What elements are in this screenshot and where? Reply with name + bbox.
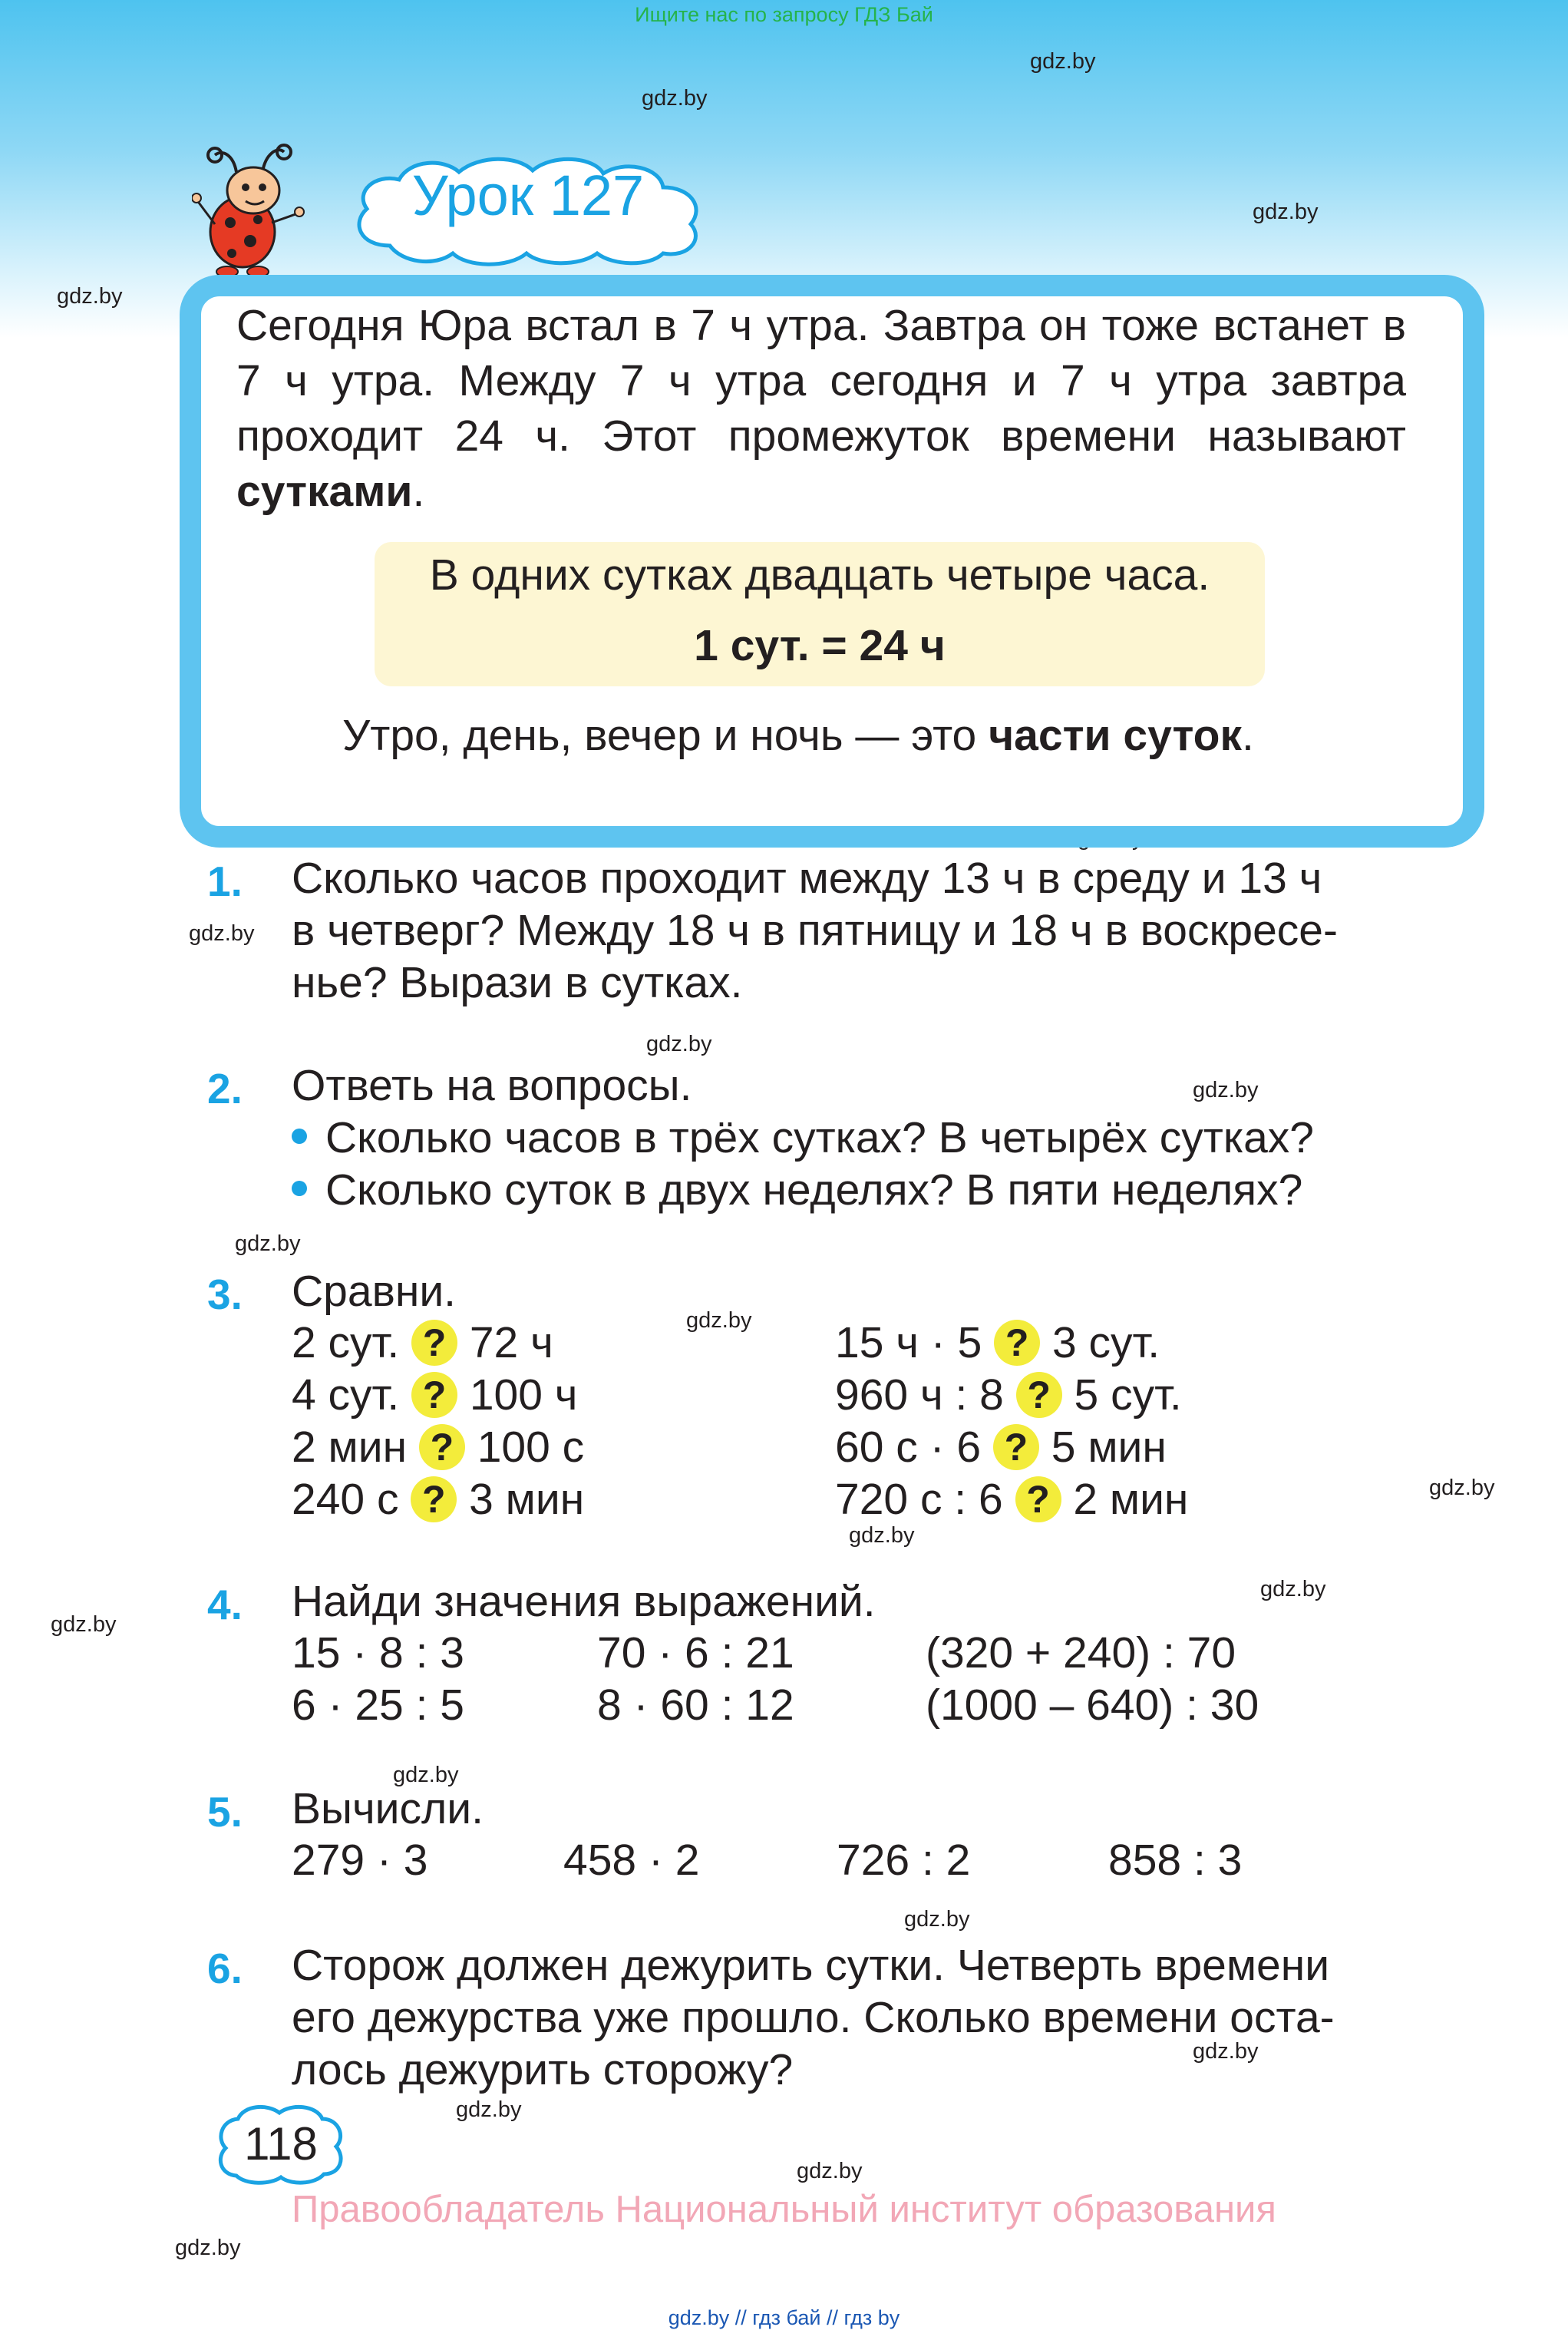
theory-term: сутками (236, 467, 413, 516)
theory-intro-text: Сегодня Юра встал в 7 ч утра. Завтра он тоже встанет в 7 ч утра. Между 7 ч утра сегодня и 7 ч утра завтра проходит 24 ч. Этот промежуток времени называют (236, 301, 1406, 461)
lesson-title: Урок 127 (411, 164, 645, 227)
page-number: 118 (244, 2118, 318, 2170)
compare-row (835, 1422, 1167, 1473)
compare-row (292, 1370, 578, 1421)
compare-right: 5 сут. (1074, 1370, 1182, 1420)
copyright-notice: Правообладатель Национальный институт образования (292, 2189, 1276, 2230)
expression: (1000 – 640) : 30 (926, 1681, 1259, 1730)
watermark: gdz.by (797, 2159, 863, 2183)
question-mark-icon: ? (411, 1476, 457, 1522)
theory-intro (236, 298, 1406, 519)
compare-left: 60 с · 6 (835, 1423, 982, 1472)
expression: 458 · 2 (563, 1836, 700, 1885)
day-parts-end: . (1242, 711, 1254, 760)
watermark: gdz.by (1253, 200, 1319, 224)
theory-intro-end: . (412, 467, 425, 516)
question-mark-icon: ? (411, 1320, 457, 1366)
compare-left: 4 сут. (292, 1370, 400, 1420)
expression: 8 · 60 : 12 (597, 1681, 794, 1730)
compare-right: 100 ч (469, 1370, 578, 1420)
task-1-line: в четверг? Между 18 ч в пятницу и 18 ч в воскресе- (292, 906, 1338, 955)
question-mark-icon: ? (1015, 1476, 1061, 1522)
search-hint-link[interactable]: Ищите нас по запросу ГДЗ Бай (635, 3, 933, 26)
task-2-bullet (292, 1112, 1435, 1164)
compare-left: 15 ч · 5 (835, 1318, 982, 1367)
task-6-line: Сторож должен дежурить сутки. Четверть времени (292, 1941, 1330, 1990)
task-6-line: его дежурства уже прошло. Сколько времени оста- (292, 1993, 1335, 2042)
compare-left: 2 мин (292, 1423, 408, 1472)
task-2-bullet-text: Сколько суток в двух неделях? В пяти неделях? (325, 1165, 1303, 1215)
rule-text: В одних сутках двадцать четыре часа. (429, 550, 1210, 600)
question-mark-icon: ? (994, 1320, 1040, 1366)
question-mark-icon: ? (1016, 1372, 1062, 1418)
question-mark-icon: ? (419, 1424, 465, 1470)
compare-left: 720 с : 6 (835, 1475, 1003, 1524)
task-6-text (292, 1939, 1435, 2096)
bullet-dot-icon (292, 1181, 307, 1196)
compare-right: 72 ч (469, 1318, 553, 1367)
watermark: gdz.by (57, 284, 123, 309)
watermark: gdz.by (1429, 1476, 1495, 1500)
watermark: gdz.by (175, 2236, 241, 2260)
watermark: gdz.by (393, 1763, 459, 1787)
expression: 15 · 8 : 3 (292, 1628, 464, 1677)
compare-row (835, 1317, 1160, 1369)
task-5-heading: Вычисли. (292, 1784, 484, 1833)
watermark: gdz.by (686, 1308, 752, 1333)
compare-row (835, 1474, 1188, 1525)
watermark: gdz.by (456, 2097, 522, 2122)
bullet-dot-icon (292, 1129, 307, 1144)
task-2-number: 2. (207, 1065, 243, 1112)
watermark: gdz.by (642, 86, 708, 111)
task-4-heading: Найди значения выражений. (292, 1577, 876, 1626)
task-2-text (292, 1059, 1435, 1216)
day-parts-text (342, 710, 1254, 761)
expression: 70 · 6 : 21 (597, 1628, 794, 1677)
watermark: gdz.by (189, 921, 255, 946)
watermark: gdz.by (1260, 1577, 1326, 1601)
compare-left: 2 сут. (292, 1318, 400, 1367)
compare-right: 100 с (477, 1423, 585, 1472)
task-5-number: 5. (207, 1788, 243, 1836)
task-2-heading: Ответь на вопросы. (292, 1061, 692, 1110)
task-2-bullet (292, 1164, 1435, 1216)
compare-left: 960 ч : 8 (835, 1370, 1004, 1420)
compare-right: 5 мин (1051, 1423, 1167, 1472)
task-6-number: 6. (207, 1945, 243, 1992)
compare-row (835, 1370, 1182, 1421)
watermark: gdz.by (51, 1612, 117, 1637)
task-1-number: 1. (207, 858, 243, 905)
question-mark-icon: ? (993, 1424, 1039, 1470)
task-1-line: Сколько часов проходит между 13 ч в среду и 13 ч (292, 854, 1322, 903)
watermark: gdz.by (646, 1032, 712, 1056)
watermark: gdz.by (1193, 1078, 1259, 1102)
question-mark-icon: ? (411, 1372, 457, 1418)
expression: 6 · 25 : 5 (292, 1681, 464, 1730)
expression: 279 · 3 (292, 1836, 428, 1885)
rule-formula: 1 сут. = 24 ч (694, 621, 946, 670)
task-1-line: нье? Вырази в сутках. (292, 958, 743, 1007)
day-parts-term: части суток (989, 711, 1242, 760)
compare-right: 2 мин (1073, 1475, 1189, 1524)
ladybug-mascot-icon (192, 140, 315, 279)
day-parts-lead: Утро, день, вечер и ночь — это (342, 711, 989, 760)
footer-links[interactable]: gdz.by // гдз бай // гдз by (668, 2306, 900, 2329)
task-1-text (292, 852, 1435, 1009)
watermark: gdz.by (1030, 49, 1096, 74)
compare-left: 240 с (292, 1475, 399, 1524)
compare-right: 3 мин (469, 1475, 585, 1524)
task-3-number: 3. (207, 1271, 243, 1318)
task-4-number: 4. (207, 1581, 243, 1628)
expression: (320 + 240) : 70 (926, 1628, 1236, 1677)
compare-row (292, 1422, 584, 1473)
watermark: gdz.by (904, 1907, 970, 1932)
task-3-heading: Сравни. (292, 1267, 457, 1316)
watermark: gdz.by (235, 1231, 301, 1256)
watermark: gdz.by (1193, 2039, 1259, 2064)
expression: 858 : 3 (1108, 1836, 1243, 1885)
task-6-line: лось дежурить сторожу? (292, 2045, 794, 2094)
compare-right: 3 сут. (1051, 1318, 1160, 1367)
task-2-bullet-text: Сколько часов в трёх сутках? В четырёх сутках? (325, 1113, 1314, 1162)
expression: 726 : 2 (837, 1836, 971, 1885)
compare-row (292, 1474, 584, 1525)
compare-row (292, 1317, 553, 1369)
watermark: gdz.by (849, 1523, 915, 1548)
